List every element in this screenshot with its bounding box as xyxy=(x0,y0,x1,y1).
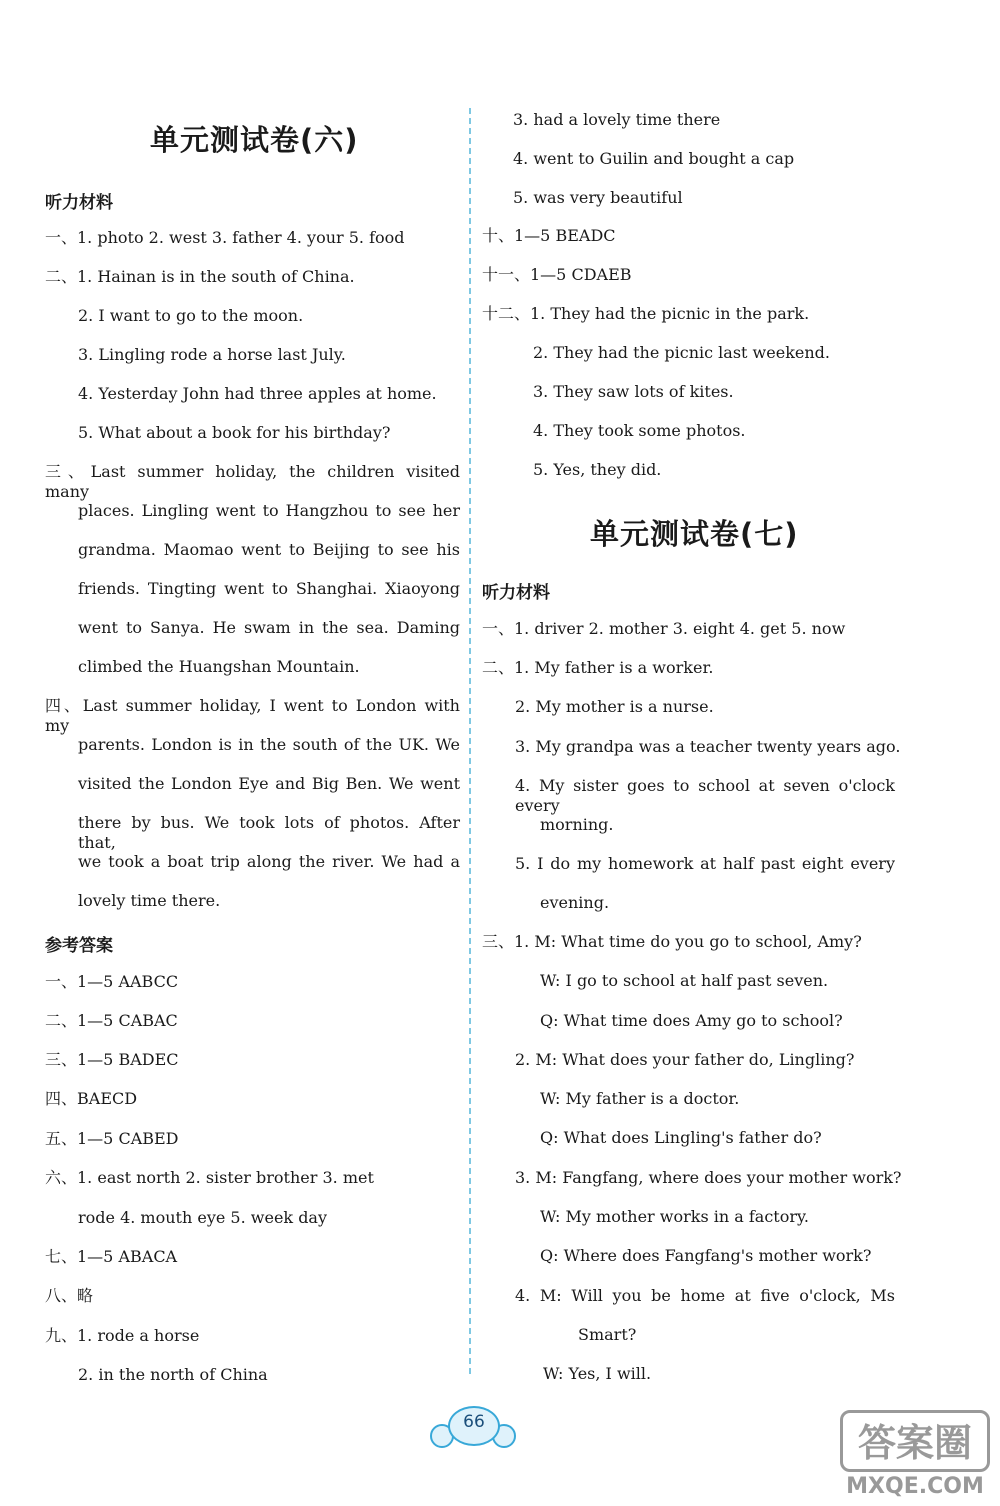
answer-line: 2. in the north of China xyxy=(78,1365,268,1384)
watermark-url: MXQE.COM xyxy=(846,1474,984,1499)
unit6-listening-head: 听力材料 xyxy=(45,193,113,213)
answer-line: 3. had a lovely time there xyxy=(513,110,721,129)
listening-line: 4. My sister goes to school at seven o'clock every xyxy=(515,776,895,815)
listening-line: 5. I do my homework at half past eight every xyxy=(515,854,895,873)
listening-line: 2. M: What does your father do, Lingling? xyxy=(515,1050,855,1069)
listening-line: 2. My mother is a nurse. xyxy=(515,697,714,716)
answer-line: rode 4. mouth eye 5. week day xyxy=(78,1208,328,1227)
answer-line: 四、BAECD xyxy=(45,1089,138,1108)
passage3-line: went to Sanya. He swam in the sea. Daming xyxy=(78,618,460,637)
answer-line: 九、1. rode a horse xyxy=(45,1326,200,1345)
listening-line: 一、1. driver 2. mother 3. eight 4. get 5. now xyxy=(482,619,846,638)
passage4-line: visited the London Eye and Big Ben. We went xyxy=(78,774,460,793)
listening-line: W: My father is a doctor. xyxy=(540,1089,740,1108)
answer-line: 4. went to Guilin and bought a cap xyxy=(513,149,795,168)
answer-line: 5. Yes, they did. xyxy=(533,460,662,479)
listening-line: evening. xyxy=(540,893,610,912)
passage3-line: friends. Tingting went to Shanghai. Xiaoyong xyxy=(78,579,460,598)
listening-line: 一、1. photo 2. west 3. father 4. your 5. food xyxy=(45,228,405,247)
listening-line: Smart? xyxy=(578,1325,637,1344)
listening-line: W: My mother works in a factory. xyxy=(540,1207,810,1226)
listening-line: Q: What time does Amy go to school? xyxy=(540,1011,843,1030)
answer-line: 一、1—5 AABCC xyxy=(45,972,179,991)
watermark xyxy=(840,1410,990,1500)
listening-line: 3. M: Fangfang, where does your mother work? xyxy=(515,1168,902,1187)
passage3-line: climbed the Huangshan Mountain. xyxy=(78,657,360,676)
answer-line: 三、1—5 BADEC xyxy=(45,1050,179,1069)
answer-line: 2. They had the picnic last weekend. xyxy=(533,343,830,362)
passage4-line: we took a boat trip along the river. We had a xyxy=(78,852,460,871)
answer-line: 八、略 xyxy=(45,1286,94,1305)
answer-line: 4. They took some photos. xyxy=(533,421,746,440)
answer-line: 十二、1. They had the picnic in the park. xyxy=(482,304,810,323)
answer-line: 5. was very beautiful xyxy=(513,188,683,207)
listening-line: W: Yes, I will. xyxy=(543,1364,652,1383)
page-number-badge xyxy=(430,1406,516,1446)
listening-line: 3. Lingling rode a horse last July. xyxy=(78,345,346,364)
passage4-line: parents. London is in the south of the UK. We xyxy=(78,735,460,754)
answer-line: 十、1—5 BEADC xyxy=(482,226,616,245)
listening-line: 4. M: Will you be home at five o'clock, Ms xyxy=(515,1286,895,1305)
answer-line: 六、1. east north 2. sister brother 3. met xyxy=(45,1168,374,1187)
listening-line: 4. Yesterday John had three apples at home. xyxy=(78,384,437,403)
watermark-logo: 答案圈 xyxy=(840,1410,990,1472)
unit6-title: 单元测试卷(六) xyxy=(150,123,359,157)
passage4-line: lovely time there. xyxy=(78,891,221,910)
listening-line: 3. My grandpa was a teacher twenty years ago. xyxy=(515,737,901,756)
unit7-title: 单元测试卷(七) xyxy=(590,517,799,551)
listening-line: 二、1. My father is a worker. xyxy=(482,658,714,677)
passage4-line: 四、Last summer holiday, I went to London with my xyxy=(45,696,460,735)
listening-line: W: I go to school at half past seven. xyxy=(540,971,829,990)
unit7-listening-head: 听力材料 xyxy=(482,583,550,603)
answer-line: 五、1—5 CABED xyxy=(45,1129,179,1148)
answer-line: 二、1—5 CABAC xyxy=(45,1011,178,1030)
column-divider xyxy=(469,108,471,1378)
passage4-line: there by bus. We took lots of photos. After that, xyxy=(78,813,460,852)
page-number: 66 xyxy=(463,1412,485,1432)
passage3-line: grandma. Maomao went to Beijing to see his xyxy=(78,540,460,559)
listening-line: Q: What does Lingling's father do? xyxy=(540,1128,822,1147)
listening-line: 5. What about a book for his birthday? xyxy=(78,423,391,442)
unit6-answers-head: 参考答案 xyxy=(45,936,113,956)
listening-line: Q: Where does Fangfang's mother work? xyxy=(540,1246,872,1265)
answer-line: 七、1—5 ABACA xyxy=(45,1247,178,1266)
answer-line: 十一、1—5 CDAEB xyxy=(482,265,632,284)
listening-line: 2. I want to go to the moon. xyxy=(78,306,304,325)
passage3-line: 三、Last summer holiday, the children visited many xyxy=(45,462,460,501)
listening-line: morning. xyxy=(540,815,614,834)
answer-line: 3. They saw lots of kites. xyxy=(533,382,734,401)
listening-line: 三、1. M: What time do you go to school, Amy? xyxy=(482,932,862,951)
listening-line: 二、1. Hainan is in the south of China. xyxy=(45,267,355,286)
passage3-line: places. Lingling went to Hangzhou to see her xyxy=(78,501,460,520)
